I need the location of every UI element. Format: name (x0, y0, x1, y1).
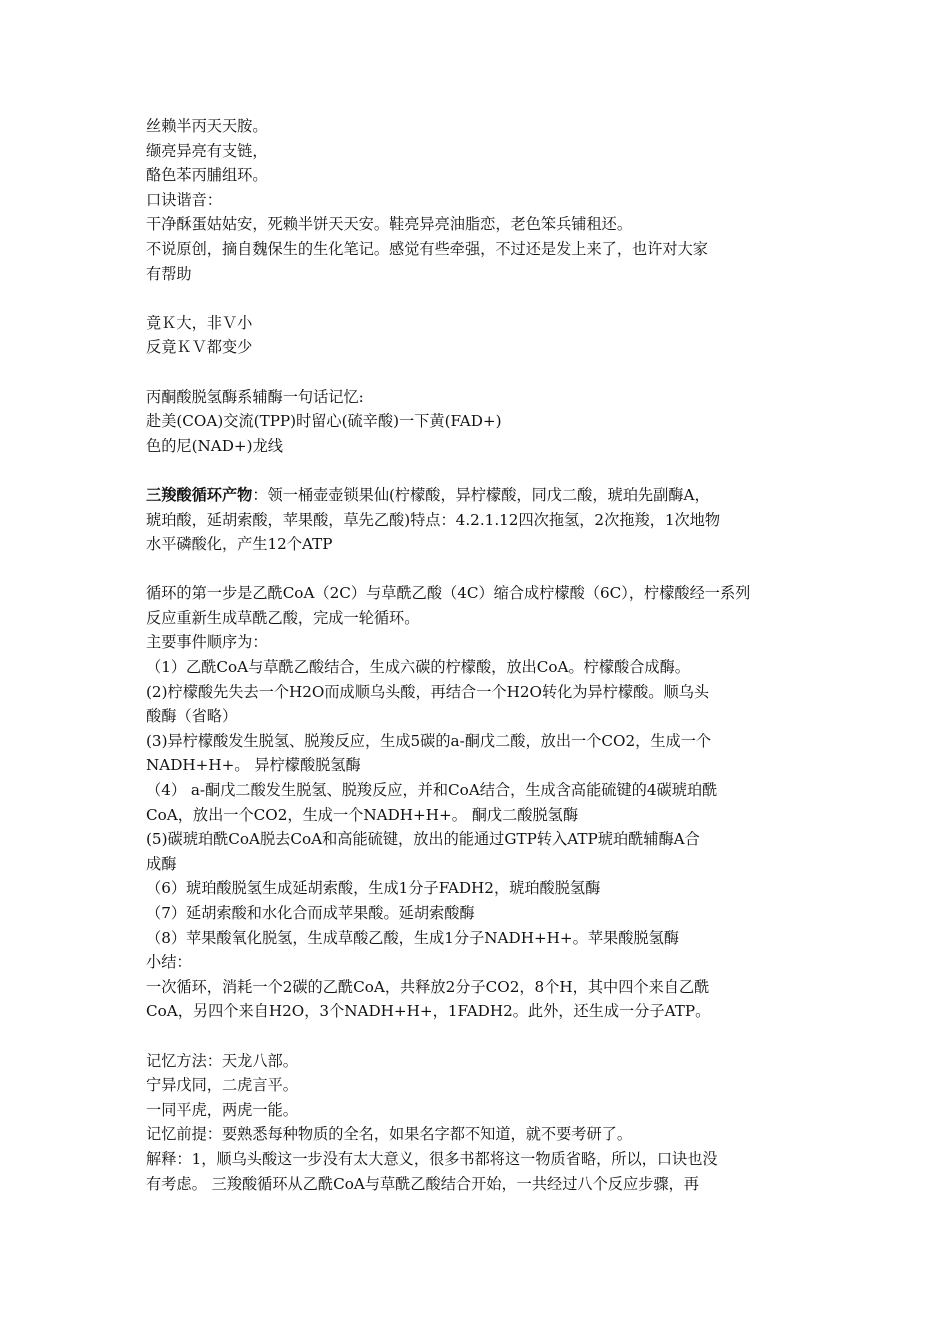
text-line: 酸酶（省略） (146, 707, 238, 726)
text-block-2 (146, 508, 811, 1197)
text-line: 一同平虎，两虎一能。 (146, 1100, 298, 1119)
text-line: （1）乙酰CoA与草酰乙酸结合，生成六碳的柠檬酸，放出CoA。柠檬酸合成酶。 (146, 658, 690, 677)
text-line: 竟Ｋ大，非Ｖ小 (146, 313, 253, 332)
text-line: 干净酥蛋姑姑安，死赖半饼天天安。鞋亮异亮油脂恋，老色笨兵铺租还。 (146, 215, 632, 234)
text-line: 色的尼(NAD+)龙线 (146, 436, 283, 455)
text-line: 循环的第一步是乙酰CoA（2C）与草酰乙酸（4C）缩合成柠檬酸（6C），柠檬酸经一系列 (146, 584, 751, 603)
text-line: 酪色苯丙脯组环。 (146, 166, 268, 185)
text-line: 不说原创，摘自魏保生的生化笔记。感觉有些牵强，不过还是发上来了，也许对大家 (146, 239, 708, 258)
text-line: (5)碳琥珀酰CoA脱去CoA和高能硫键，放出的能通过GTP转入ATP琥珀酰辅酶A合 (146, 830, 700, 849)
document-page (146, 114, 811, 1196)
text-line: （4） a-酮戊二酸发生脱氢、脱羧反应，并和CoA结合，生成含高能硫键的4碳琥珀酰 (146, 781, 718, 800)
text-line: CoA，放出一个CO2，生成一个NADH+H+。 酮戊二酸脱氢酶 (146, 805, 579, 824)
blank-line (146, 557, 811, 582)
text-line: 有帮助 (146, 264, 192, 283)
text-line: 缬亮异亮有支链， (146, 141, 268, 160)
text-line: 记忆方法：天龙八部。 (146, 1051, 298, 1070)
text-line: 小结： (146, 953, 192, 972)
text-line: (3)异柠檬酸发生脱氢、脱羧反应，生成5碳的a-酮戊二酸，放出一个CO2，生成一个 (146, 731, 712, 750)
text-line: 丝赖半丙天天胺。 (146, 117, 268, 135)
text-line: （7）延胡索酸和水化合而成苹果酸。延胡索酸酶 (146, 904, 475, 922)
text-line: 水平磷酸化，产生12个ATP (146, 535, 333, 554)
text-line: 口诀谐音： (146, 190, 222, 209)
text-line: NADH+H+。 异柠檬酸脱氢酶 (146, 756, 361, 775)
text-line: 反竟ＫＶ都变少 (146, 338, 253, 357)
blank-line (146, 286, 811, 311)
text-line: （6）琥珀酸脱氢生成延胡索酸，生成1分子FADH2，琥珀酸脱氢酶 (146, 879, 601, 898)
text-line: 有考虑。 三羧酸循环从乙酰CoA与草酰乙酸结合开始，一共经过八个反应步骤，再 (146, 1174, 699, 1193)
tca-products-heading: 三羧酸循环产物 (146, 485, 253, 504)
text-line: 记忆前提：要熟悉每种物质的全名，如果名字都不知道，就不要考研了。 (146, 1125, 632, 1144)
text-block-1 (146, 114, 811, 483)
text-line: 宁异戊同，二虎言平。 (146, 1076, 298, 1095)
text-line: 丙酮酸脱氢酶系辅酶一句话记忆: (146, 387, 364, 406)
text-line: 解释：1，顺乌头酸这一步没有太大意义，很多书都将这一物质省略，所以，口诀也没 (146, 1149, 718, 1168)
text-line: （8）苹果酸氧化脱氢，生成草酸乙酸，生成1分子NADH+H+。苹果酸脱氢酶 (146, 928, 679, 947)
blank-line (146, 1024, 811, 1049)
tca-products-line (146, 483, 811, 508)
text-line: 琥珀酸，延胡索酸，苹果酸，草先乙酸)特点：4.2.1.12四次拖氢，2次拖羧，1次地物 (146, 510, 721, 529)
blank-line (146, 360, 811, 385)
text-line: 反应重新生成草酰乙酸，完成一轮循环。 (146, 608, 420, 627)
text-line: 成酶 (146, 854, 177, 873)
blank-line (146, 458, 811, 483)
text-line: 主要事件顺序为： (146, 633, 268, 652)
text-line: 一次循环，消耗一个2碳的乙酰CoA，共释放2分子CO2，8个H，其中四个来自乙酰 (146, 977, 710, 996)
text-line: 赴美(COA)交流(TPP)时留心(硫辛酸)一下黄(FAD+) (146, 412, 502, 431)
text-line: (2)柠檬酸先失去一个H2O而成顺乌头酸，再结合一个H2O转化为异柠檬酸。顺乌头 (146, 682, 710, 701)
text-line: CoA，另四个来自H2O，3个NADH+H+，1FADH2。此外，还生成一分子ATP。 (146, 1002, 711, 1021)
tca-products-text: ：领一桶壶壶锁果仙(柠檬酸，异柠檬酸，同戊二酸，琥珀先副酶A， (252, 485, 710, 504)
